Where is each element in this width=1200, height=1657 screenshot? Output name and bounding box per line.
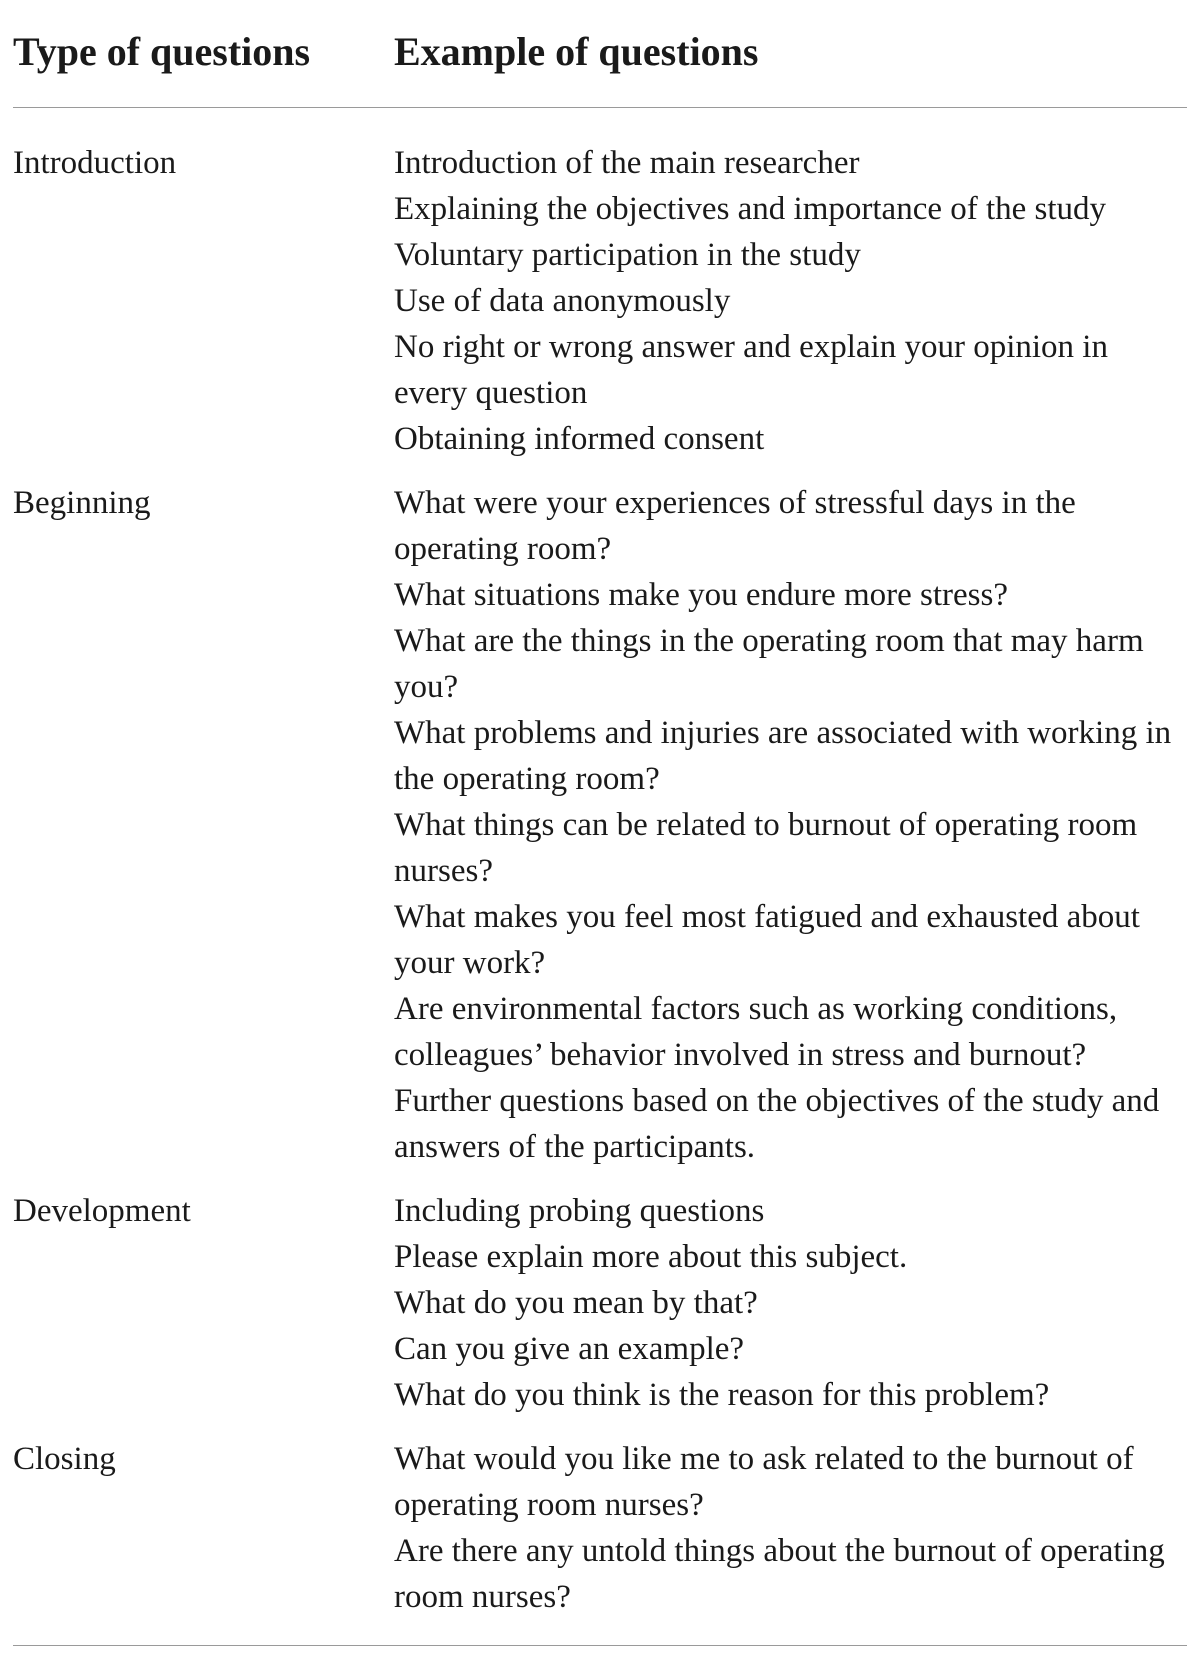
example-question: What do you mean by that? (394, 1285, 758, 1321)
row-type-label: Closing (13, 1441, 116, 1477)
example-question: Are environmental factors such as working conditions, colleagues’ behavior involved in stress and burnout? (394, 991, 1118, 1073)
example-question: No right or wrong answer and explain your opinion in every question (394, 329, 1108, 411)
row-examples (394, 480, 1184, 1170)
example-question: Use of data anonymously (394, 283, 731, 319)
row-type-label: Introduction (13, 145, 177, 181)
example-question: Can you give an example? (394, 1331, 745, 1367)
table-row-beginning (0, 480, 1200, 1170)
row-type-label: Development (13, 1193, 191, 1229)
table-row-closing (0, 1436, 1200, 1620)
header-example-of-questions: Example of questions (394, 29, 759, 74)
header-divider (13, 107, 1187, 108)
example-question: Introduction of the main researcher (394, 145, 860, 181)
example-question: What problems and injuries are associated with working in the operating room? (394, 715, 1172, 797)
example-question: Further questions based on the objectives of the study and answers of the participants. (394, 1083, 1160, 1165)
example-question: Obtaining informed consent (394, 421, 765, 457)
example-question: Voluntary participation in the study (394, 237, 861, 273)
table-body (0, 140, 1200, 1638)
table-row-introduction (0, 140, 1200, 462)
row-examples (394, 140, 1184, 462)
row-examples (394, 1188, 1184, 1418)
example-question: What situations make you endure more stress? (394, 577, 1008, 613)
row-examples (394, 1436, 1184, 1620)
header-type-of-questions: Type of questions (13, 29, 311, 74)
example-question: What would you like me to ask related to the burnout of operating room nurses? (394, 1441, 1134, 1523)
example-question: Explaining the objectives and importance of the study (394, 191, 1107, 227)
table-row-development (0, 1188, 1200, 1418)
example-question: Please explain more about this subject. (394, 1239, 908, 1275)
example-question: What makes you feel most fatigued and exhausted about your work? (394, 899, 1140, 981)
table-header-row (0, 0, 1200, 108)
example-question: What are the things in the operating room that may harm you? (394, 623, 1144, 705)
example-question: Are there any untold things about the burnout of operating room nurses? (394, 1533, 1165, 1615)
example-question: What things can be related to burnout of operating room nurses? (394, 807, 1138, 889)
example-question: What do you think is the reason for this problem? (394, 1377, 1050, 1413)
example-question: Including probing questions (394, 1193, 765, 1229)
example-question: What were your experiences of stressful days in the operating room? (394, 485, 1076, 567)
table-bottom-rule (13, 1645, 1187, 1646)
row-type-label: Beginning (13, 485, 151, 521)
